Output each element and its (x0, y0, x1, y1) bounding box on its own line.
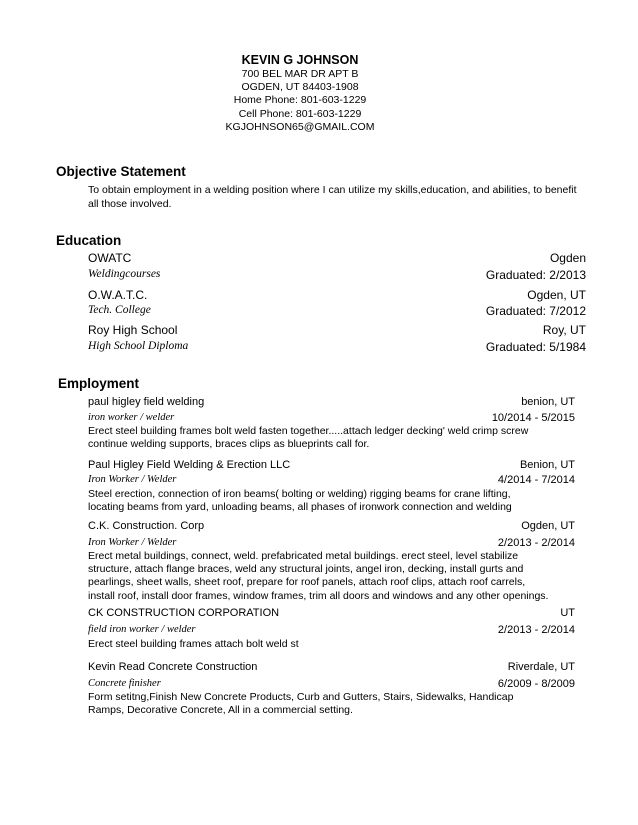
job-location: Ogden, UT (521, 520, 575, 532)
objective-heading: Objective Statement (56, 164, 186, 179)
address-line-1: 700 BEL MAR DR APT B (241, 68, 359, 80)
description-line: Erect metal buildings, connect, weld. prefabricated metal buildings. erect steel, level stabilize (88, 550, 519, 562)
job-description (88, 638, 588, 651)
description-line: Erect steel building frames attach bolt weld st (88, 638, 299, 650)
job-header (88, 396, 575, 408)
job-subheader (88, 412, 575, 424)
education-row (88, 268, 586, 282)
description-line: pearlings, sheet walls, sheet roof, prepare for roof panels, attach roof clips, attach roof carrels, (88, 576, 526, 589)
job-dates: 6/2009 - 8/2009 (497, 678, 575, 690)
description-line: locating beams from yard, unloading beams, all phases of ironwork connection and welding (88, 501, 512, 514)
cell-phone: Cell Phone: 801-603-1229 (238, 107, 362, 120)
graduation-date: Graduated: 7/2012 (485, 304, 586, 318)
job-subheader (88, 678, 575, 690)
job-description (88, 691, 588, 717)
description-line: continue welding supports, braces clips as blueprints call for. (88, 438, 370, 451)
applicant-name: KEVIN G JOHNSON (241, 53, 359, 67)
description-line: Erect steel building frames bolt weld fasten together.....attach ledger decking' weld crimp screw (88, 425, 529, 437)
email: KGJOHNSON65@GMAIL.COM (225, 120, 375, 133)
job-role: Iron Worker / Welder (88, 537, 177, 548)
description-line: Ramps, Decorative Concrete, All in a commercial setting. (88, 704, 353, 717)
education-heading: Education (56, 233, 122, 248)
school-location: Ogden, UT (527, 288, 586, 302)
job-subheader (88, 537, 575, 549)
job-header (88, 459, 575, 471)
objective-text (88, 184, 588, 211)
job-location: Benion, UT (519, 459, 575, 471)
job-role: Concrete finisher (88, 678, 161, 689)
description-line: install roof, install door frames, window frames, trim all doors and windows and any other openings. (88, 589, 549, 602)
school-name: Roy High School (88, 323, 178, 337)
school-name: OWATC (88, 251, 132, 265)
company-name: CK CONSTRUCTION CORPORATION (88, 607, 280, 619)
graduation-date: Graduated: 5/1984 (485, 340, 586, 354)
school-location: Ogden (549, 251, 586, 265)
job-header (88, 661, 575, 673)
program-name: Weldingcourses (88, 268, 161, 280)
education-row (88, 304, 586, 318)
education-row (88, 288, 586, 302)
job-role: field iron worker / welder (88, 624, 196, 635)
education-row (88, 323, 586, 337)
description-line: Steel erection, connection of iron beams( bolting or welding) rigging beams for crane lifting, (88, 488, 511, 500)
job-header (88, 607, 575, 619)
job-subheader (88, 474, 575, 486)
job-subheader (88, 624, 575, 636)
employment-heading: Employment (58, 376, 140, 391)
job-description (88, 550, 588, 603)
program-name: High School Diploma (88, 340, 189, 352)
graduation-date: Graduated: 2/2013 (485, 268, 586, 282)
objective-line: all those involved. (88, 197, 172, 210)
company-name: Kevin Read Concrete Construction (88, 661, 258, 673)
objective-line: To obtain employment in a welding position where I can utilize my skills,education, and abilities, to benefit (88, 184, 577, 196)
company-name: C.K. Construction. Corp (88, 520, 205, 532)
resume-header (0, 52, 600, 134)
job-description (88, 488, 588, 514)
job-dates: 4/2014 - 7/2014 (497, 474, 575, 486)
school-location: Roy, UT (542, 323, 586, 337)
education-row (88, 251, 586, 265)
address-line-2: OGDEN, UT 84403-1908 (241, 81, 359, 94)
description-line: Form setitng,Finish New Concrete Products, Curb and Gutters, Stairs, Sidewalks, Handicap (88, 691, 514, 703)
job-location: benion, UT (521, 396, 575, 408)
program-name: Tech. College (88, 304, 151, 316)
job-dates: 10/2014 - 5/2015 (491, 412, 575, 424)
job-dates: 2/2013 - 2/2014 (497, 537, 575, 549)
description-line: structure, attach flange braces, weld any structural joints, angel iron, decking, install gurts and (88, 563, 524, 576)
job-location: UT (560, 607, 575, 619)
home-phone: Home Phone: 801-603-1229 (233, 94, 367, 107)
company-name: paul higley field welding (88, 396, 205, 408)
company-name: Paul Higley Field Welding & Erection LLC (88, 459, 291, 471)
job-role: iron worker / welder (88, 412, 175, 423)
education-row (88, 340, 586, 354)
job-header (88, 520, 575, 532)
job-description (88, 425, 588, 451)
school-name: O.W.A.T.C. (88, 288, 148, 302)
job-dates: 2/2013 - 2/2014 (497, 624, 575, 636)
job-location: Riverdale, UT (507, 661, 575, 673)
job-role: Iron Worker / Welder (88, 474, 177, 485)
